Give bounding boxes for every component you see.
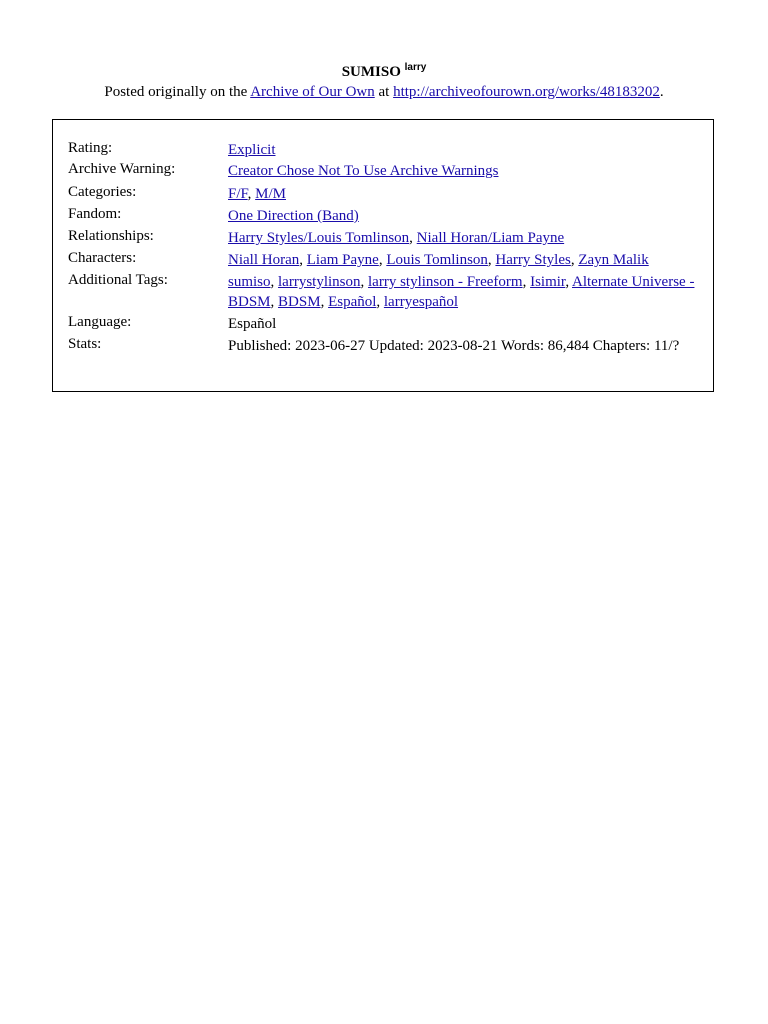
tag-separator: ,	[570, 252, 579, 268]
relationships-label: Relationships:	[68, 228, 154, 244]
tags-value	[228, 272, 698, 312]
fandom-label: Fandom:	[68, 206, 122, 222]
characters-link[interactable]: Liam Payne	[306, 252, 379, 268]
language-value: Español	[228, 316, 277, 332]
characters-value	[228, 250, 698, 270]
tags-link[interactable]: sumiso	[228, 274, 271, 290]
tag-separator: ,	[409, 230, 417, 246]
characters-link[interactable]: Niall Horan	[228, 252, 300, 268]
archive-link[interactable]: Archive of Our Own	[250, 84, 375, 100]
characters-label: Characters:	[68, 250, 137, 266]
tag-separator: ,	[360, 274, 369, 290]
fandom-link[interactable]: One Direction (Band)	[228, 208, 359, 224]
language-label: Language:	[68, 314, 132, 330]
characters-link[interactable]: Harry Styles	[495, 252, 571, 268]
tags-label: Additional Tags:	[68, 272, 168, 288]
categories-value	[228, 184, 698, 204]
work-header	[0, 62, 768, 102]
warning-link[interactable]: Creator Chose Not To Use Archive Warnings	[228, 163, 499, 179]
tag-separator: ,	[487, 252, 496, 268]
characters-link[interactable]: Zayn Malik	[578, 252, 649, 268]
tag-separator: ,	[376, 294, 384, 310]
work-title: SUMISO	[341, 64, 401, 80]
warning-value	[228, 161, 698, 181]
relationships-value	[228, 228, 698, 248]
tag-separator: ,	[320, 294, 329, 310]
work-author: larry	[404, 62, 427, 73]
characters-link[interactable]: Louis Tomlinson	[386, 252, 488, 268]
stats-label: Stats:	[68, 336, 102, 352]
rating-link[interactable]: Explicit	[228, 142, 276, 158]
tag-separator: ,	[247, 186, 256, 202]
tag-separator: ,	[270, 274, 279, 290]
rating-value	[228, 140, 698, 160]
tag-separator: ,	[522, 274, 531, 290]
trailing-period: .	[659, 84, 664, 100]
work-url-link[interactable]: http://archiveofourown.org/works/48183202	[393, 84, 660, 100]
stats-value: Published: 2023-06-27 Updated: 2023-08-21 Words: 86,484 Chapters: 11/?	[228, 338, 680, 354]
tag-separator: ,	[565, 274, 572, 290]
posted-line	[0, 82, 768, 102]
tag-separator: ,	[299, 252, 307, 268]
tags-link[interactable]: Alternate Universe - BDSM	[228, 274, 695, 310]
categories-link[interactable]: M/M	[255, 186, 286, 202]
tags-link[interactable]: larry stylinson - Freeform	[368, 274, 523, 290]
tags-link[interactable]: Isimir	[530, 274, 566, 290]
categories-link[interactable]: F/F	[228, 186, 248, 202]
posted-prefix: Posted originally on the	[104, 84, 251, 100]
relationships-link[interactable]: Harry Styles/Louis Tomlinson	[228, 230, 410, 246]
fandom-value	[228, 206, 698, 226]
tags-link[interactable]: larryespañol	[383, 294, 459, 310]
relationships-link[interactable]: Niall Horan/Liam Payne	[416, 230, 565, 246]
tags-link[interactable]: larrystylinson	[278, 274, 361, 290]
tag-separator: ,	[270, 294, 279, 310]
tags-link[interactable]: Español	[328, 294, 377, 310]
metadata-box	[52, 119, 714, 392]
categories-label: Categories:	[68, 184, 137, 200]
at-text: at	[374, 84, 394, 100]
warning-label: Archive Warning:	[68, 161, 176, 177]
tag-separator: ,	[378, 252, 387, 268]
title-line	[0, 62, 768, 82]
tags-link[interactable]: BDSM	[278, 294, 321, 310]
rating-label: Rating:	[68, 140, 113, 156]
